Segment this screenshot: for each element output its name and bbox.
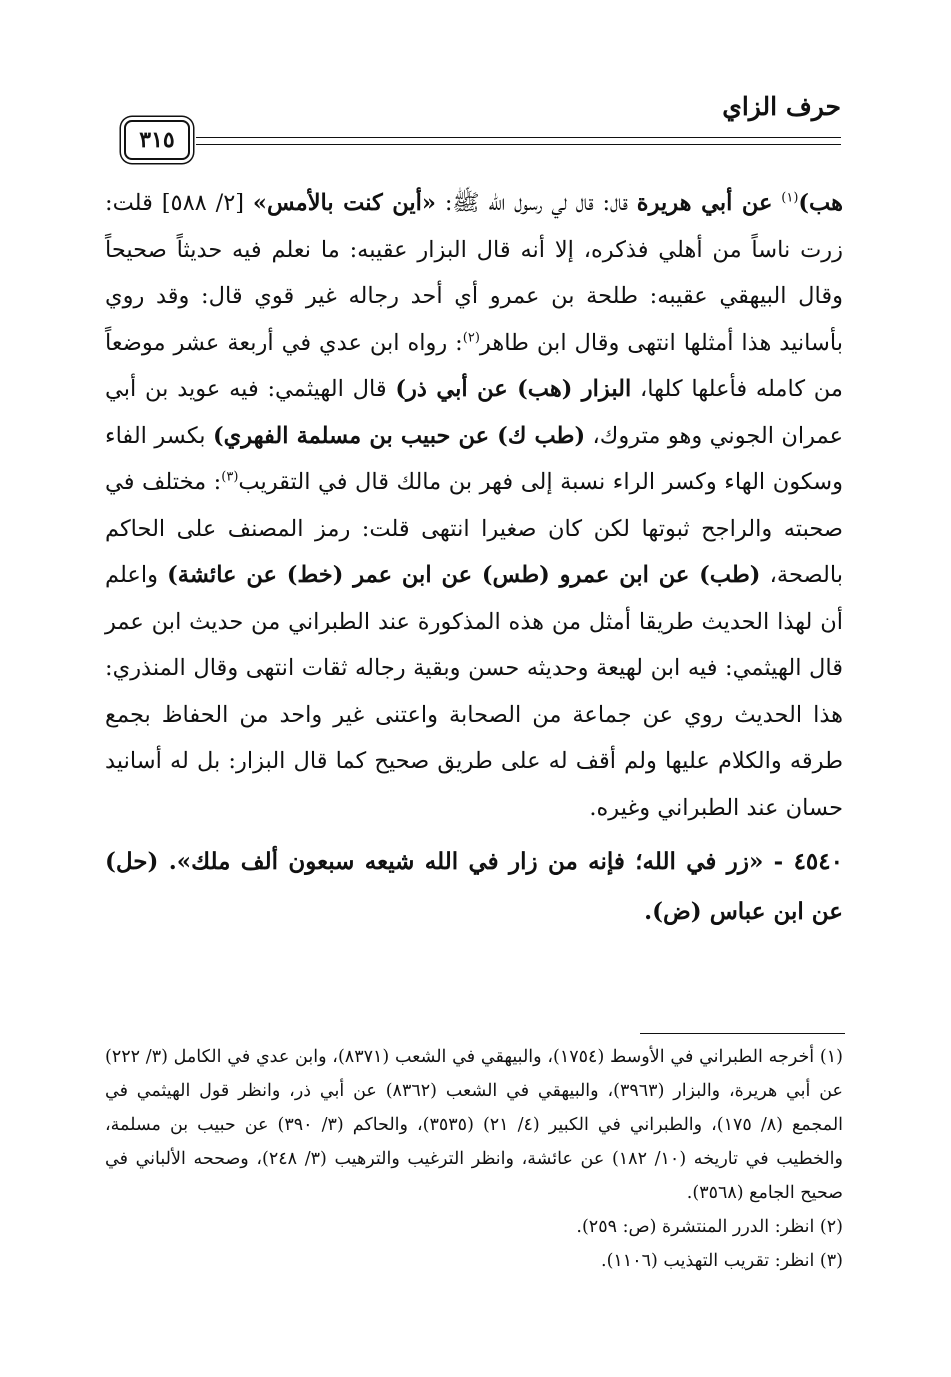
text-fragment: هب) [798,190,843,216]
footnote-ref-3: (٣) [221,469,239,485]
header-double-rule [196,137,841,145]
text-fragment: : رواه ابن عدي في أربعة عشر موضعاً من كامله فأعلها كلها، [105,329,843,402]
text-fragment [772,190,781,216]
hadith-entry [105,837,843,937]
footnote-separator [640,1033,845,1034]
commentary-paragraph [105,180,843,831]
footnote-ref-2: (٢) [462,330,480,345]
text-fragment: قال الهيثمي: فيه عويد بن أبي عمران الجوني وهو متروك، [105,376,843,449]
text-fragment: : مختلف في صحبته والراجح ثبوتها لكن كان صغيرا انتهى قلت: رمز المصنف على الحاكم بالصحة، [105,469,843,588]
running-head-title: حرف الزاي [722,92,841,121]
text-fragment: واعلم أن لهذا الحديث طريقا أمثل من هذه المذكورة عند الطبراني من حديث ابن عمر قال الهيثمي: فيه ابن لهيعة وحديثه حسن وبقية رجاله ثقات انتهى وقال المنذري: هذا الحديث روي عن جماعة من الصحابة واعتنى غير واحد من الحفاظ بجمع طرقه والكلام عليها ولم أقف له على طريق صحيح كما قال البزار: بل له أسانيد حسان عند الطبراني وغيره. [105,562,843,821]
source-bold: البزار (هب) عن أبي ذر) [395,376,632,402]
page-number: ٣١٥ [124,120,190,160]
text-fragment: [٢/ ٥٨٨] قلت: زرت ناساً من أهلي فذكره، إلا أنه قال البزار عقيبه: ما نعلم فيه حديثاً صحيحاً وقال البيهقي عقيبه: طلحة بن عمرو أي أحد رجاله غير قوي قال: وقد روي بأسانيد هذا أمثلها انتهى وقال ابن طاهر [105,190,843,356]
source-bold: (طب) عن ابن عمرو (طس) عن ابن عمر (خط) عن عائشة) [167,562,761,588]
footnote-1: (١) أخرجه الطبراني في الأوسط (١٧٥٤)، والبيهقي في الشعب (٨٣٧١)، وابن عدي في الكامل (٣/ ٢٢٢) عن أبي هريرة، والبزار (٣٩٦٣)، والبيهقي في الشعب (٨٣٦٢) عن أبي ذر، وانظر قول الهيثمي في المجمع (٨/ ١٧٥)، والطبراني في الكبير (٤/ ٢١) (٣٥٣٥)، والحاكم (٣/ ٣٩٠) عن حبيب بن مسلمة، والخطيب في تاريخه (١٠/ ١٨٢) عن عائشة، وانظر الترغيب والترهيب (٣/ ٢٤٨)، وصححه الألباني في صحيح الجامع (٣٥٦٨). [105,1047,844,1203]
source-bold: (طب ك) عن حبيب بن مسلمة الفهري) [212,422,586,449]
text-fragment: بكسر الفاء وسكون الهاء وكسر الراء نسبة إلى فهر بن مالك قال في التقريب [105,422,844,495]
hadith-quote-bold: «أين كنت بالأمس» [252,190,436,216]
entry-hadith-text: «زر في الله؛ فإنه من زار في الله شيعه سبعون ألف ملك». (حل) عن ابن عباس (ض). [105,848,843,925]
footnote-ref-1: (١) [781,190,799,206]
text-fragment: قال: قال لي رسول الله ﷺ: [436,190,637,216]
entry-number: ٤٥٤٠ - [763,848,843,875]
footnotes [105,1040,843,1278]
main-text [105,180,843,937]
footnote-2: (٢) انظر: الدرر المنتشرة (ص: ٢٥٩). [576,1217,843,1237]
footnote-3: (٣) انظر: تقريب التهذيب (١١٠٦). [601,1251,843,1271]
narrator-bold: عن أبي هريرة [636,190,773,216]
